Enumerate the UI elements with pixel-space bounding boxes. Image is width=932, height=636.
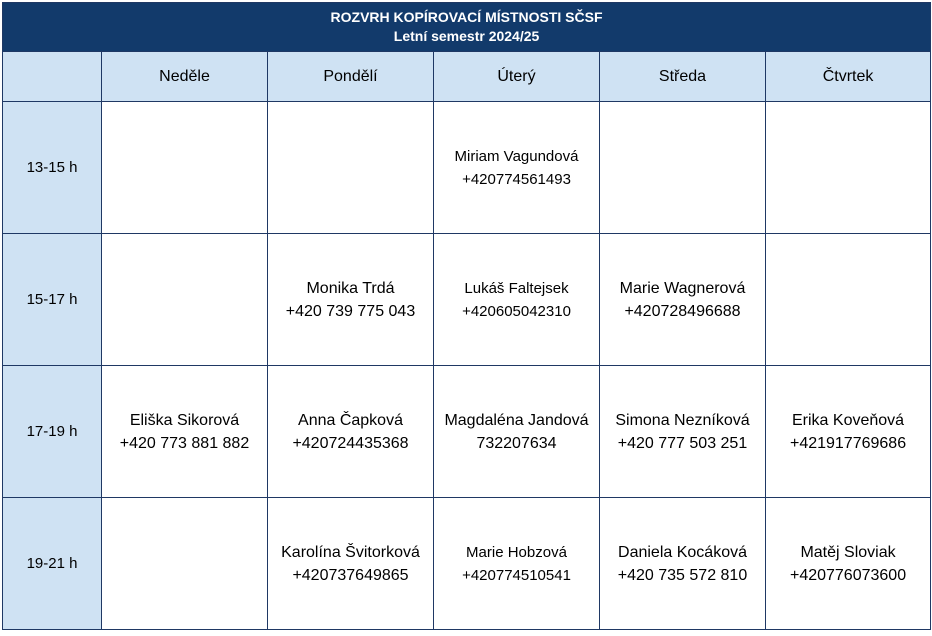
phone-number: +420774561493	[462, 170, 571, 188]
schedule-cell	[600, 498, 766, 630]
day-header: Pondělí	[268, 52, 434, 102]
schedule-cell	[102, 366, 268, 498]
person-name: Miriam Vagundová	[454, 147, 579, 165]
person-name: Marie Wagnerová	[619, 279, 746, 297]
person-name: Matěj Sloviak	[800, 543, 896, 561]
time-slot-row	[3, 234, 931, 366]
semester-subtitle: Letní semestr 2024/25	[393, 28, 540, 44]
person-name: Karolína Švitorková	[281, 543, 420, 561]
schedule-cell	[268, 366, 434, 498]
schedule-cell	[766, 366, 931, 498]
time-slot-label: 19-21 h	[3, 498, 102, 630]
time-slot-label: 15-17 h	[3, 234, 102, 366]
person-name: Erika Koveňová	[792, 411, 905, 429]
corner-cell	[3, 52, 102, 102]
empty-cell	[102, 498, 268, 630]
phone-number: 732207634	[476, 434, 557, 452]
title-banner	[3, 3, 931, 52]
schedule-cell	[434, 366, 600, 498]
day-header-row	[3, 52, 931, 102]
phone-number: +420 777 503 251	[617, 434, 748, 452]
empty-cell	[268, 102, 434, 234]
phone-number: +420605042310	[462, 302, 571, 320]
phone-number: +420 735 572 810	[617, 566, 748, 584]
day-header: Úterý	[434, 52, 600, 102]
person-name: Anna Čapková	[298, 411, 403, 429]
person-name: Simona Nezníková	[615, 411, 750, 429]
empty-cell	[102, 102, 268, 234]
time-slot-row	[3, 366, 931, 498]
phone-number: +420776073600	[789, 566, 907, 584]
schedule-cell	[766, 498, 931, 630]
title-row	[3, 3, 931, 52]
person-name: Daniela Kocáková	[618, 543, 747, 561]
day-header: Středa	[600, 52, 766, 102]
schedule-cell	[434, 498, 600, 630]
day-header: Neděle	[102, 52, 268, 102]
schedule-cell	[600, 366, 766, 498]
person-name: Eliška Sikorová	[129, 411, 240, 429]
phone-number: +420737649865	[292, 566, 409, 584]
schedule-cell	[434, 102, 600, 234]
schedule-cell	[268, 498, 434, 630]
phone-number: +421917769686	[789, 434, 907, 452]
time-slot-label: 13-15 h	[3, 102, 102, 234]
person-name: Marie Hobzová	[466, 543, 567, 561]
empty-cell	[766, 234, 931, 366]
time-slot-label: 17-19 h	[3, 366, 102, 498]
day-header: Čtvrtek	[766, 52, 931, 102]
schedule-cell	[268, 234, 434, 366]
empty-cell	[600, 102, 766, 234]
person-name: Lukáš Faltejsek	[464, 279, 569, 297]
empty-cell	[102, 234, 268, 366]
person-name: Monika Trdá	[306, 279, 395, 297]
phone-number: +420724435368	[292, 434, 409, 452]
phone-number: +420728496688	[624, 302, 741, 320]
time-slot-row	[3, 498, 931, 630]
schedule-table	[2, 2, 931, 630]
time-slot-row	[3, 102, 931, 234]
schedule-cell	[434, 234, 600, 366]
empty-cell	[766, 102, 931, 234]
schedule-title: ROZVRH KOPÍROVACÍ MÍSTNOSTI SČSF	[330, 9, 603, 25]
phone-number: +420 773 881 882	[119, 434, 250, 452]
schedule-sheet	[2, 2, 930, 634]
person-name: Magdaléna Jandová	[444, 411, 589, 429]
schedule-cell	[600, 234, 766, 366]
phone-number: +420 739 775 043	[285, 302, 416, 320]
phone-number: +420774510541	[462, 566, 571, 584]
